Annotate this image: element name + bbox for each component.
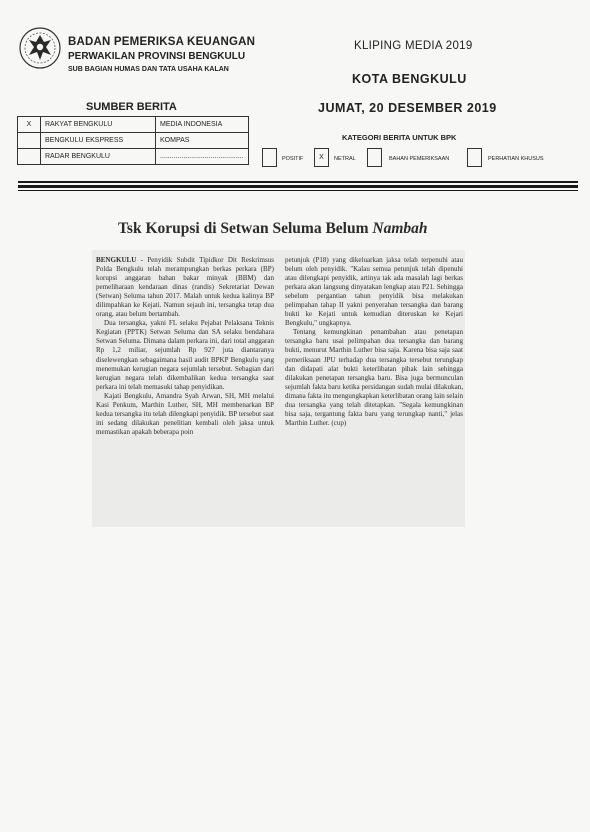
category-label-pemeriksaan: BAHAN PEMERIKSAAN — [389, 156, 450, 162]
category-checkbox-khusus — [467, 148, 482, 167]
source-name: RADAR BENGKULU — [41, 149, 156, 165]
source-row — [18, 117, 249, 133]
source-name: MEDIA INDONESIA — [156, 117, 249, 133]
article-headline — [118, 220, 428, 238]
source-row — [18, 133, 249, 149]
org-unit: SUB BAGIAN HUMAS DAN TATA USAHA KALAN — [68, 66, 229, 73]
source-name: KOMPAS — [156, 133, 249, 149]
article-paragraph: petunjuk (P18) yang dikeluarkan jaksa telah terpenuhi atau belum oleh penyidik. "Kalau semua petunjuk telah dipenuhi atau dilengkapi penyidik, artinya tak ada masalah lagi berkas perkara akan langsung dinyatakan lengkap atau P21. Sehingga sebelum pergantian tahun penyidik bisa melakukan pelimpahan tahap II yakni penyerahan tersangka dan barang bukti ke Kejati untuk kemudian diteruskan ke Kejari Bengkulu," ungkapnya. — [285, 256, 463, 328]
bpk-logo — [18, 26, 62, 70]
date-label: JUMAT, 20 DESEMBER 2019 — [318, 101, 497, 115]
category-label-khusus: PERHATIAN KHUSUS — [488, 156, 544, 162]
category-checkbox-positif — [262, 148, 277, 167]
article-paragraph: BENGKULU - Penyidik Subdit Tipidkor Dit Reskrimsus Polda Bengkulu telah merampungkan berkas perkara (BP) korupsi anggaran bahan bakar minyak (BBM) dan pemeliharaan kendaraan dinas (randis) Sekretariat Dewan (Setwan) Seluma tahun 2017. Malah untuk kedua kalinya BP dilimpahkan ke Kejati. Namun sejauh ini, tersangka tetap dua orang, atau belum bertambah. — [96, 256, 274, 319]
category-title: KATEGORI BERITA UNTUK BPK — [342, 133, 457, 142]
source-table — [17, 116, 249, 165]
divider — [18, 185, 578, 188]
headline-text: Tsk Korupsi di Setwan Seluma Belum — [118, 220, 373, 237]
article-column-1 — [96, 256, 274, 437]
article-paragraph: Dua tersangka, yakni FL selaku Pejabat Pelaksana Teknis Kegiatan (PPTK) Setwan Seluma dan SA selaku bendahara Setwan Seluma. Dimana dalam perkara ini, dari total anggaran Rp 1,2 miliar, sejumlah Rp 927 juta diantaranya diselewengkan sebagaimana hasil audit BPKP Bengkulu yang menemukan kerugian negara sejumlah tersebut. Sebagian dari kerugian negara telah dikembalikan kedua tersangka saat perkara ini telah memasuki tahap penyidikan. — [96, 319, 274, 391]
source-checkbox — [18, 133, 41, 149]
category-label-netral: NETRAL — [334, 156, 356, 162]
source-name: BENGKULU EKSPRESS — [41, 133, 156, 149]
dateline: BENGKULU — [96, 256, 137, 264]
article-column-2 — [285, 256, 463, 428]
category-label-positif: POSITIF — [282, 156, 304, 162]
org-region: PERWAKILAN PROVINSI BENGKULU — [68, 51, 246, 62]
kliping-label: KLIPING MEDIA 2019 — [354, 40, 473, 52]
source-name: ........................................... — [156, 149, 249, 165]
source-name: RAKYAT BENGKULU — [41, 117, 156, 133]
headline-italic: Nambah — [372, 220, 428, 237]
article-paragraph: Tentang kemungkinan penambahan atau penetapan tersangka baru usai pelimpahan dua tersangka dan barang bukti, menurut Marthin Luther bisa saja. Karena bisa saja saat pemeriksaan JPU terhadap dua tersangka tersebut terungkap dan didapati alat bukti keterlibatan pihak lain sehingga dilakukan penetapan tersangka baru. Bisa juga bermunculan sejumlah fakta baru ketika persidangan sudah mulai dilakukan, dimana fakta itu mengungkapkan keterlibatan orang lain selain dua tersangka yang telah ditetapkan. "Segala kemungkinan bisa saja, tergantung fakta baru yang terungkap nanti," jelas Marthin Luther. (cup) — [285, 328, 463, 427]
divider — [18, 181, 578, 183]
source-row — [18, 149, 249, 165]
category-checkbox-netral: X — [314, 148, 329, 167]
divider — [18, 190, 578, 191]
article-paragraph: Kajati Bengkulu, Amandra Syah Arwan, SH, MH melalui Kasi Penkum, Marthin Luther, SH, MH membenarkan BP kedua tersangka itu telah dilengkapi penyidik. BP tersebut saat ini sedang dilakukan penelitian kembali oleh jaksa untuk memastikan apakah beberapa poin — [96, 391, 274, 436]
city-label: KOTA BENGKULU — [352, 72, 467, 86]
org-name: BADAN PEMERIKSA KEUANGAN — [68, 36, 256, 48]
source-checkbox: X — [18, 117, 41, 133]
category-checkbox-pemeriksaan — [367, 148, 382, 167]
source-title: SUMBER BERITA — [86, 101, 177, 113]
source-checkbox — [18, 149, 41, 165]
